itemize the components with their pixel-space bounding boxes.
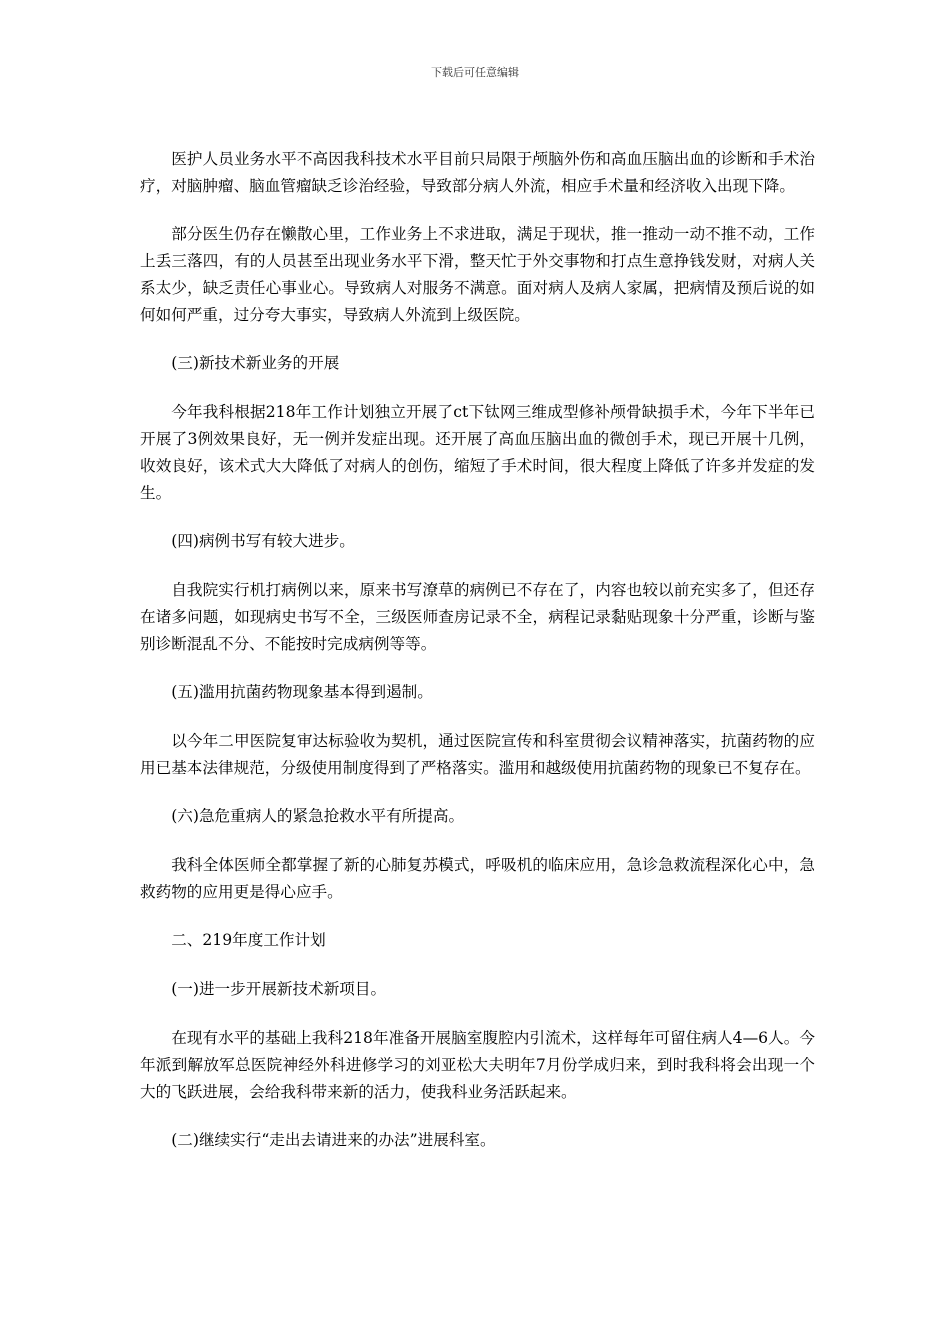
body-paragraph: 在现有水平的基础上我科218年准备开展脑室腹腔内引流术，这样每年可留住病人4—6人。今年派到解放军总医院神经外科进修学习的刘亚松大夫明年7月份学成归来，到时我科将会出现一个大的飞跃进展，会给我科带来新的活力，使我科业务活跃起来。 [140, 1029, 815, 1101]
body-paragraph: 医护人员业务水平不高因我科技术水平目前只局限于颅脑外伤和高血压脑出血的诊断和手术治疗，对脑肿瘤、脑血管瘤缺乏诊治经验，导致部分病人外流，相应手术量和经济收入出现下降。 [140, 150, 815, 195]
body-paragraph: 以今年二甲医院复审达标验收为契机，通过医院宣传和科室贯彻会议精神落实，抗菌药物的应用已基本法律规范，分级使用制度得到了严格落实。滥用和越级使用抗菌药物的现象已不复存在。 [140, 732, 815, 777]
page-header: 下载后可任意编辑 [431, 66, 519, 79]
body-paragraph: 自我院实行机打病例以来，原来书写潦草的病例已不存在了，内容也较以前充实多了，但还存在诸多问题，如现病史书写不全，三级医师查房记录不全，病程记录黏贴现象十分严重，诊断与鉴别诊断混乱不分、不能按时完成病例等等。 [140, 581, 815, 653]
section-heading: (五)滥用抗菌药物现象基本得到遏制。 [171, 683, 433, 701]
section-heading: (三)新技术新业务的开展 [171, 354, 340, 372]
section-heading: (六)急危重病人的紧急抢救水平有所提高。 [171, 807, 465, 825]
body-paragraph: 部分医生仍存在懒散心里，工作业务上不求进取，满足于现状，推一推动一动不推不动，工作上丢三落四，有的人员甚至出现业务水平下滑，整天忙于外交事物和打点生意挣钱发财，对病人关系太少，缺乏责任心事业心。导致病人对服务不满意。面对病人及病人家属，把病情及预后说的如何如何严重，过分夸大事实，导致病人外流到上级医院。 [140, 225, 815, 324]
section-heading: (一)进一步开展新技术新项目。 [171, 980, 387, 998]
body-paragraph: 我科全体医师全都掌握了新的心肺复苏模式，呼吸机的临床应用，急诊急救流程深化心中，急救药物的应用更是得心应手。 [140, 856, 815, 901]
section-heading: (四)病例书写有较大进步。 [171, 532, 355, 550]
document-body [140, 146, 815, 1176]
section-heading: 二、219年度工作计划 [171, 931, 326, 949]
section-heading: (二)继续实行“走出去请进来的办法”进展科室。 [171, 1131, 496, 1149]
body-paragraph: 今年我科根据218年工作计划独立开展了ct下钛网三维成型修补颅骨缺损手术，今年下半年已开展了3例效果良好，无一例并发症出现。还开展了高血压脑出血的微创手术，现已开展十几例，收效良好，该术式大大降低了对病人的创伤，缩短了手术时间，很大程度上降低了许多并发症的发生。 [140, 403, 815, 502]
